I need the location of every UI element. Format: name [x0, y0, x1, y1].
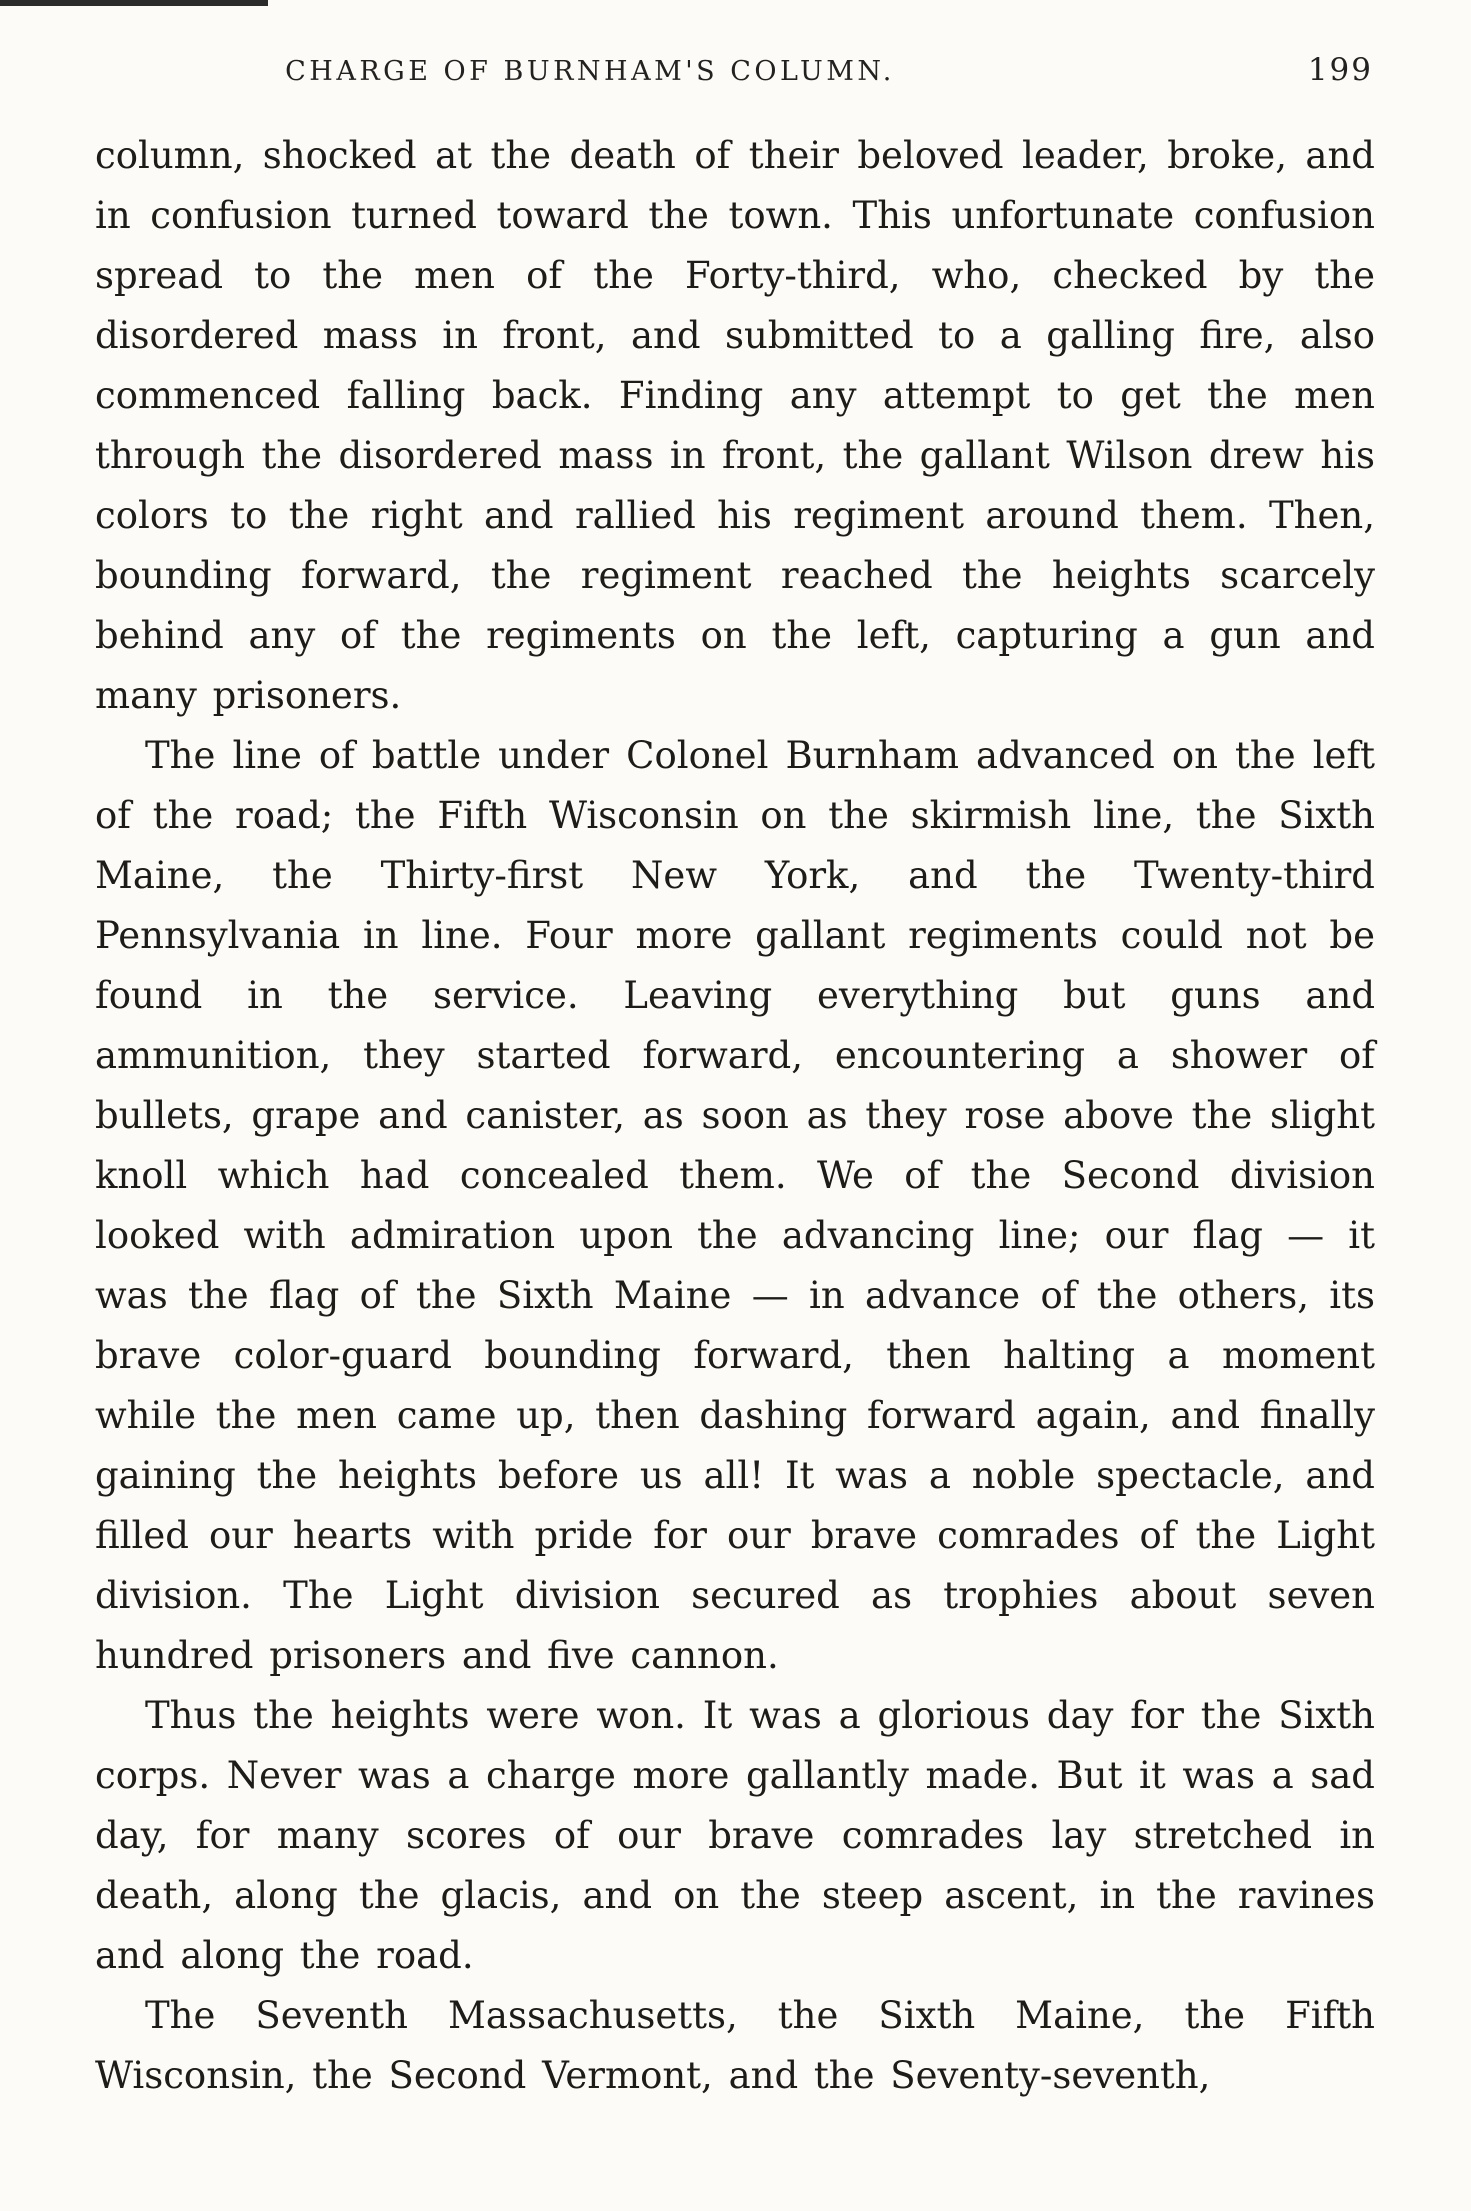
paragraph: The line of battle under Colonel Burnham advanced on the left of the road; the Fifth Wisconsin on the skirmish line, the Sixth Maine, the Thirty-first New York, and the Twenty-third Pennsylvania in line. Four more gallant regiments could not be found in the service. Leaving everything but guns and ammunition, they started forward, encountering a shower of bullets, grape and canister, as soon as they rose above the slight knoll which had concealed them. We of the Second division looked with admiration upon the advancing line; our flag — it was the flag of the Sixth Maine — in advance of the others, its brave color-guard bounding forward, then halting a moment while the men came up, then dashing forward again, and finally gaining the heights before us all! It was a noble spectacle, and filled our hearts with pride for our brave comrades of the Light division. The Light division secured as trophies about seven hundred prisoners and five cannon.	[95, 734, 1375, 1677]
paragraph: The Seventh Massachusetts, the Sixth Maine, the Fifth Wisconsin, the Second Vermont, and the Seventy-seventh,	[95, 1994, 1375, 2097]
body-text	[95, 126, 1375, 2106]
type-area	[95, 52, 1375, 2106]
scan-artifact	[0, 0, 268, 6]
paragraph: column, shocked at the death of their beloved leader, broke, and in confusion turned toward the town. This unfortunate confusion spread to the men of the Forty-third, who, checked by the disordered mass in front, and submitted to a galling fire, also commenced falling back. Finding any attempt to get the men through the disordered mass in front, the gallant Wilson drew his colors to the right and rallied his regiment around them. Then, bounding forward, the regiment reached the heights scarcely behind any of the regiments on the left, capturing a gun and many prisoners.	[95, 134, 1375, 717]
paragraph: Thus the heights were won. It was a glorious day for the Sixth corps. Never was a charge more gallantly made. But it was a sad day, for many scores of our brave comrades lay stretched in death, along the glacis, and on the steep ascent, in the ravines and along the road.	[95, 1694, 1375, 1977]
running-head	[95, 52, 1375, 100]
page-number: 199	[1307, 52, 1373, 88]
running-head-title: CHARGE OF BURNHAM'S COLUMN.	[285, 56, 895, 87]
